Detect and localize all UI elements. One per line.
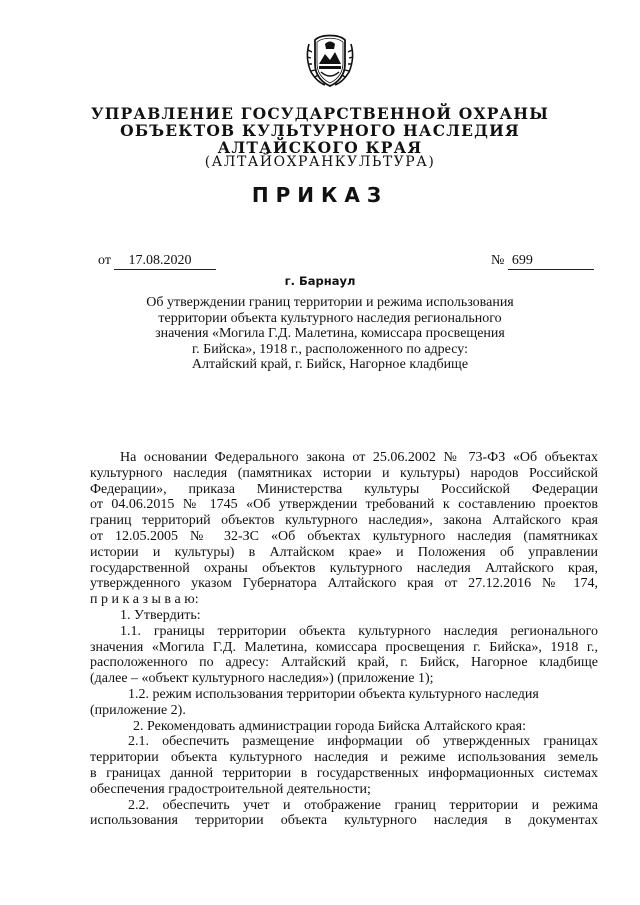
subject-line: г. Бийска», 1918 г., расположенного по адресу: xyxy=(192,341,468,357)
number-prefix: № xyxy=(491,253,505,268)
body-line: 2. Рекомендовать администрации города Бийска Алтайского края: xyxy=(133,718,526,734)
body-line: значения «Могила Г.Д. Малетина, комиссара просвещения г. Бийска», 1918 г., xyxy=(90,639,598,655)
body-line: границ территорий объектов культурного наследия», закона Алтайского края xyxy=(90,513,598,529)
body-line: 1. Утвердить: xyxy=(120,607,201,623)
number-value: 699 xyxy=(508,253,594,270)
subject-line: значения «Могила Г.Д. Малетина, комиссара просвещения xyxy=(155,326,505,341)
body-line: территории объекта культурного наследия и режиме использования земель xyxy=(90,750,598,766)
body-line: На основании Федерального закона от 25.06.2002 № 73-ФЗ «Об объектах xyxy=(120,450,598,465)
org-name-line-3: АЛТАЙСКОГО КРАЯ xyxy=(217,138,423,157)
date-value: 17.08.2020 xyxy=(114,253,216,270)
body-line: утвержденного указом Губернатора Алтайского края от 27.12.2016 № 174, xyxy=(90,576,598,592)
city-of-issue: г. Барнаул xyxy=(284,274,356,288)
subject-line: Алтайский край, г. Бийск, Нагорное кладбище xyxy=(191,357,469,372)
body-line: от 12.05.2005 № 32-ЗС «Об объектах культурного наследия (памятниках xyxy=(90,528,598,544)
body-line: п р и к а з ы в а ю: xyxy=(90,592,199,608)
date-prefix: от xyxy=(98,253,111,268)
body-line: от 04.06.2015 № 1745 «Об утверждении требований к составлению проектов xyxy=(90,497,598,513)
coat-of-arms-icon xyxy=(303,30,357,88)
org-abbreviation: (АЛТАЙОХРАНКУЛЬТУРА) xyxy=(204,154,436,170)
org-name-line-1: УПРАВЛЕНИЕ ГОСУДАРСТВЕННОЙ ОХРАНЫ xyxy=(90,104,550,123)
subject-line: Об утверждении границ территории и режима использования xyxy=(146,295,514,310)
order-number xyxy=(491,253,594,270)
subject-line: территории объекта культурного наследия регионального xyxy=(158,310,502,326)
body-line: истории и культуры) в Алтайском крае» и Положения об управлении xyxy=(90,544,598,560)
body-line: в границах данной территории в государственных информационных системах xyxy=(90,765,598,781)
document-type-title: ПРИКАЗ xyxy=(251,183,389,207)
body-line: 2.1. обеспечить размещение информации об утвержденных границах xyxy=(128,734,598,750)
body-line: культурного наследия (памятниках истории и культуры) народов Российской xyxy=(90,465,598,481)
body-line: (далее – «объект культурного наследия») (приложение 1); xyxy=(90,671,434,687)
body-line: использования территории объекта культурного наследия в документах xyxy=(90,813,598,829)
body-line: 1.2. режим использования территории объекта культурного наследия xyxy=(128,686,539,702)
body-line: расположенного по адресу: Алтайский край, г. Бийск, Нагорное кладбище xyxy=(90,655,598,671)
body-line: 1.1. границы территории объекта культурного наследия регионального xyxy=(120,623,598,639)
order-date xyxy=(98,253,216,270)
body-line: 2.2. обеспечить учет и отображение границ территории и режима xyxy=(128,797,598,813)
order-subject xyxy=(100,295,560,373)
body-line: государственной охраны объектов культурного наследия Алтайского края, xyxy=(90,560,598,576)
order-body xyxy=(90,450,598,829)
body-line: обеспечения градостроительной деятельности; xyxy=(90,781,371,797)
body-line: Федерации», приказа Министерства культуры Российской Федерации xyxy=(90,481,598,497)
body-line: (приложение 2). xyxy=(90,702,186,718)
org-name-line-2: ОБЪЕКТОВ КУЛЬТУРНОГО НАСЛЕДИЯ xyxy=(120,121,520,140)
